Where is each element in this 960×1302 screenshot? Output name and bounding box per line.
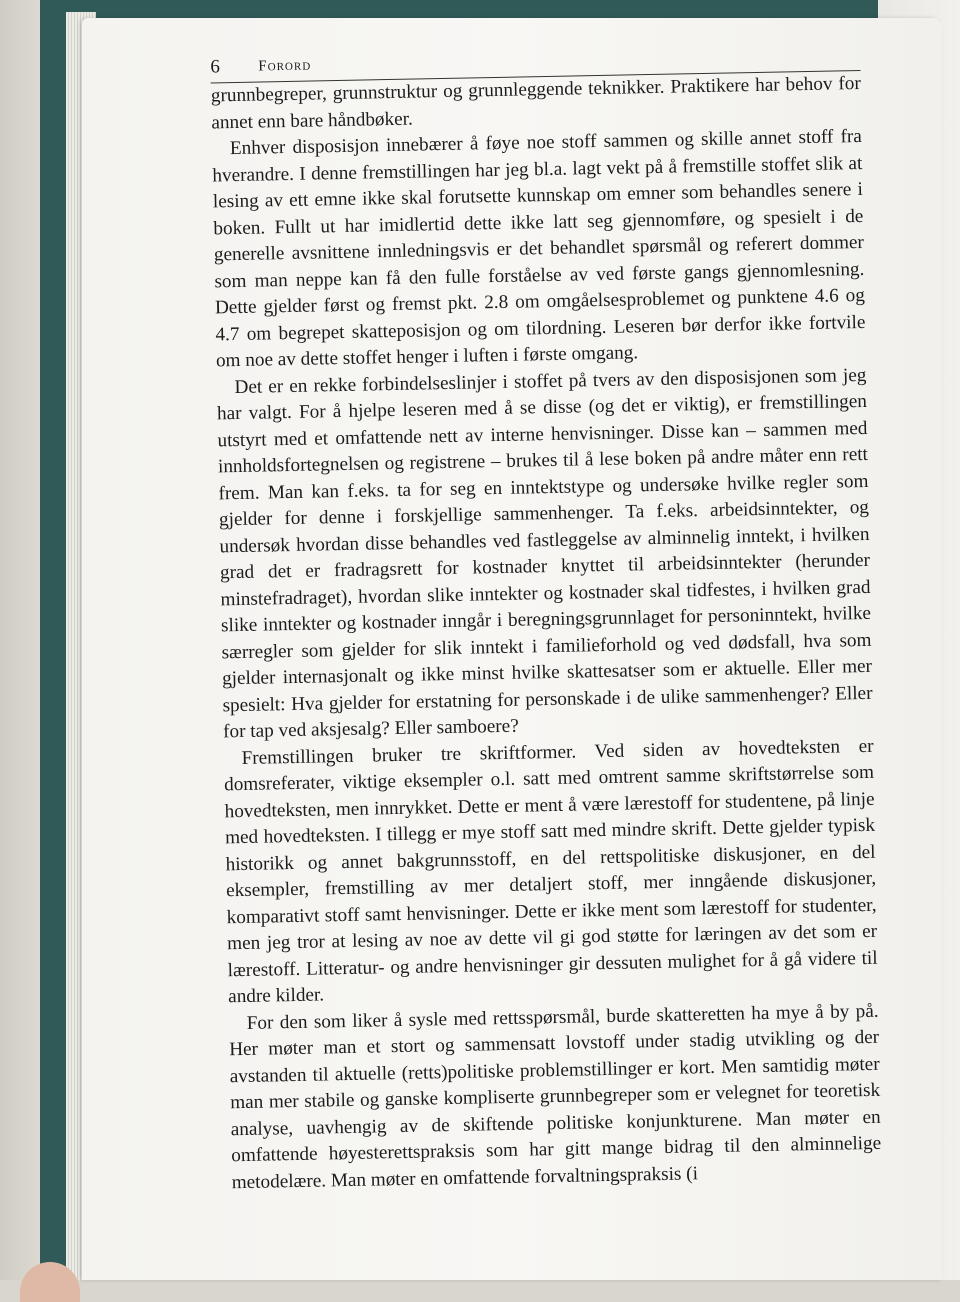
paragraph-disposition: Enhver disposisjon innebærer å føye noe stoff sammen og skille annet stoff fra hverandre. I denne fremstillingen har jeg bl.a. lagt vekt på å fremstille stoffet slik at lesing av ett emne ikke skal forutsette kunnskap om emner som behandles senere i boken. Fullt ut har imidlertid dette ikke latt seg gjennomføre, og spesielt i de generelle avsnittene innledningsvis er det behandlet spørsmål og referert dommer som man neppe kan få den fulle forståelse av ved første gangs gjennomlesning. Dette gjelder først og fremst pkt. 2.8 om omgåelsesproblemet og punktene 4.6 og 4.7 om begrepet skatteposisjon og om tilordning. Leseren bør derfor ikke fortvile om noe av dette stoffet henger i luften i første omgang.: [212, 125, 866, 372]
paragraph-tax-law: For den som liker å sysle med rettsspørsmål, burde skatteretten ha mye å by på. Her møter man et stort og sammensatt lovstoff under stadig utvikling og der avstanden til aktuelle (retts)politiske problemstillinger er kort. Men samtidig møter man mer stabile og ganske kompliserte grunnbegreper som er velegnet for teoretisk analyse, uavhengig av de skiftende politiske konjunkturene. Man møter en omfattende høyesterettspraksis som har gitt mange bidrag til den alminnelige metodelære. Man møter en omfattende forvaltningspraksis (i: [229, 1000, 882, 1193]
page-number: 6: [210, 56, 221, 78]
page-content: [130, 36, 882, 1198]
body-text: [211, 71, 882, 1196]
paragraph-connections: Det er en rekke forbindelseslinjer i stoffet på tvers av den disposisjonen som jeg har valgt. For å hjelpe leseren med å se disse (og det er viktig), er fremstillingen utstyrt med et omfattende nett av interne henvisninger. Disse kan – sammen med innholdsfortegnelsen og registrene – brukes til å lese boken på andre måter enn rett frem. Man kan f.eks. ta for seg en inntektstype og undersøke hvilke regler som gjelder for denne i forskjellige sammenhenger. Ta f.eks. arbeidsinntekter, og undersøk hvordan disse behandles ved fastleggelse av alminnelig inntekt, i hvilken grad det er fradragsrett for kostnader knyttet til arbeidsinntekter (herunder minstefradraget), hvordan slike inntekter og kostnader skal tidfestes, i hvilken grad slike inntekter og kostnader inngår i beregningsgrunnlaget for personinntekt, hvilke særregler som gjelder for slik inntekt i familieforhold og ved dødsfall, hva som gjelder internasjonalt og ikke minst hvilke skattesatser som er aktuelle. Eller mer spesielt: Hva gjelder for erstatning for personskade i de ulike sammenhenger? Eller for tap ved aksjesalg? Eller samboere?: [216, 364, 873, 743]
paragraph-typefaces: Fremstillingen bruker tre skriftformer. Ved siden av hovedteksten er domsreferater, viktige eksempler o.l. satt med omtrent samme skriftstørrelse som hovedteksten, men innrykket. Dette er ment å være lærestoff for studentene, på linje med hovedteksten. I tillegg er mye stoff satt med mindre skrift. Dette gjelder typisk historikk og annet bakgrunnsstoff, en del rettspolitiske diskusjoner, en del eksempler, fremstilling av mer detaljert stoff, mer inngående diskusjoner, komparativt stoff samt henvisninger. Dette er ikke ment som lærestoff for studenter, men jeg tror at lesing av noe av dette vil gi god støtte for læringen av det som er lærestoff. Litteratur- og andre henvisninger gir dessuten mulighet for å gå videre til andre kilder.: [223, 735, 878, 1008]
section-title: Forord: [258, 57, 312, 75]
paragraph-continued: grunnbegreper, grunnstruktur og grunnleggende teknikker. Praktikere har behov for annet enn bare håndbøker.: [210, 72, 861, 133]
